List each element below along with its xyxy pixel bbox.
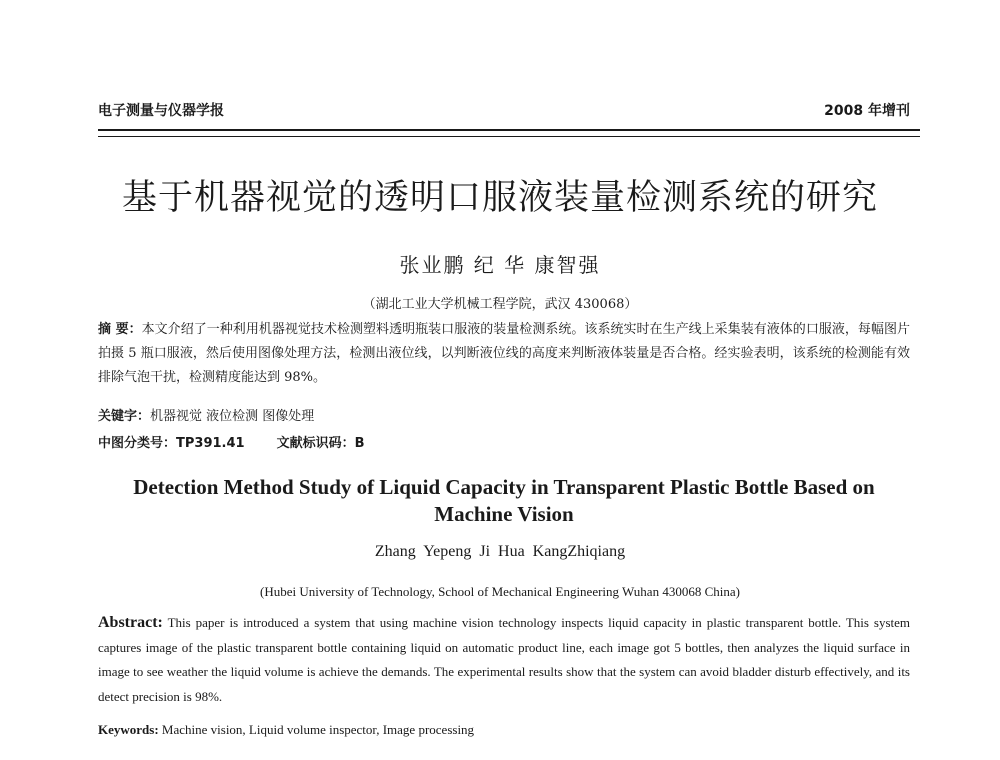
classification-line <box>98 432 910 451</box>
english-authors: Zhang Yepeng Ji Hua KangZhiqiang <box>374 543 626 560</box>
chinese-authors: 张业鹏 纪 华 康智强 <box>399 253 601 277</box>
doc-code-label: 文献标识码： <box>276 436 355 451</box>
chinese-affiliation: （湖北工业大学机械工程学院，武汉 430068） <box>362 297 638 312</box>
header-rule-thin <box>98 136 920 137</box>
chinese-abstract <box>98 318 910 390</box>
english-keywords-text: Machine vision, Liquid volume inspector, Image processing <box>161 722 475 737</box>
english-affiliation: (Hubei University of Technology, School of Mechanical Engineering Wuhan 430068 China) <box>260 584 740 599</box>
english-abstract <box>98 611 910 709</box>
chinese-abstract-label: 摘 要： <box>98 322 142 337</box>
chinese-keywords <box>98 405 910 424</box>
class-number-value: TP391.41 <box>176 436 245 451</box>
english-abstract-label: Abstract: <box>98 614 163 631</box>
class-number-label: 中图分类号： <box>98 436 177 451</box>
english-keywords-label: Keywords: <box>98 722 159 737</box>
english-title: Detection Method Study of Liquid Capacity in Transparent Plastic Bottle Based on Machine Vision <box>133 475 875 526</box>
english-abstract-text: This paper is introduced a system that using machine vision technology inspects liquid capacity in plastic transparent bottle. This system captures image of the plastic transparent bottle containing liquid on automatic product line, each image got 5 bottles, then analyzes the liquid surface in image to see weather the liquid volume is achieve the demands. The experimental results show that the system can avoid bladder disturb effectively, and its detect precision is 98%. <box>98 615 910 704</box>
issue-label: 2008 年增刊 <box>824 103 910 119</box>
english-keywords <box>98 722 910 738</box>
chinese-title: 基于机器视觉的透明口服液装量检测系统的研究 <box>121 178 878 218</box>
chinese-keywords-text: 机器视觉 液位检测 图像处理 <box>150 409 315 424</box>
running-header <box>98 96 910 120</box>
doc-code-value: B <box>354 436 365 451</box>
journal-name: 电子测量与仪器学报 <box>98 103 224 119</box>
chinese-keywords-label: 关键字： <box>98 409 151 424</box>
chinese-abstract-text: 本文介绍了一种利用机器视觉技术检测塑料透明瓶装口服液的装量检测系统。该系统实时在生产线上采集装有液体的口服液，每幅图片拍摄 5 瓶口服液，然后使用图像处理方法，检测出液位线，以判断液位线的高度来判断液体装量是否合格。经实验表明，该系统的检测能有效排除气泡干扰，检测精度能达到 98%。 <box>98 322 910 385</box>
header-rule-thick <box>98 129 920 131</box>
